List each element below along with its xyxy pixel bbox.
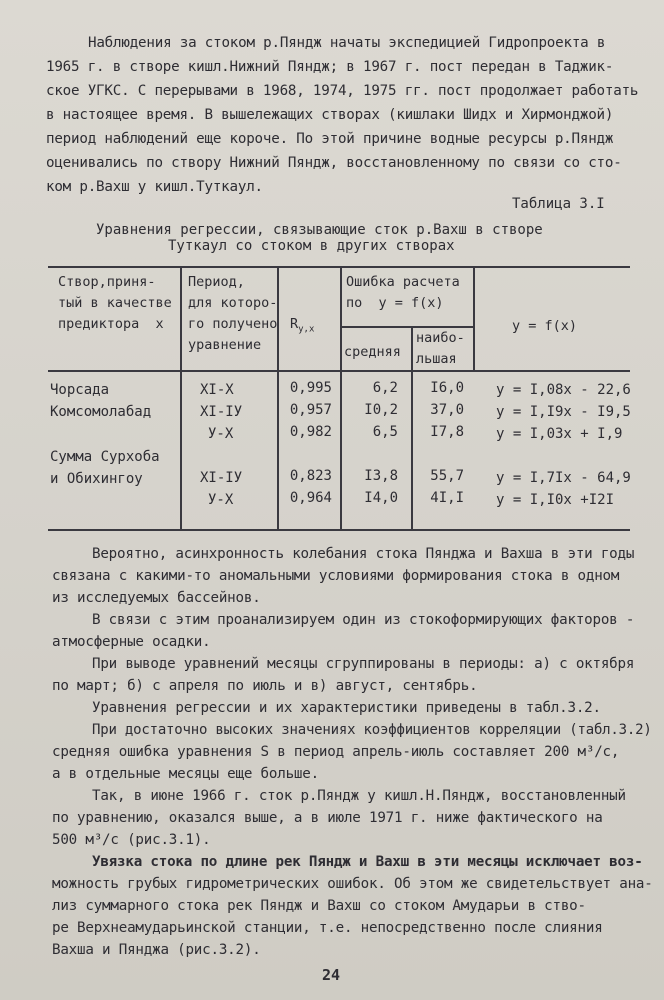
row-error-max: I7,8 xyxy=(430,424,464,440)
row-period: У-X xyxy=(208,492,234,508)
body-line-6: При выводе уравнений месяцы сгруппированы в периоды: а) с октября xyxy=(92,656,635,672)
row-period: XI-IУ xyxy=(200,470,243,486)
row-station: Чорсада xyxy=(50,382,110,398)
row-error-avg: I4,0 xyxy=(364,490,398,506)
row-error-avg: I0,2 xyxy=(364,402,398,418)
header-r-subscript: y,x xyxy=(298,324,315,335)
body-line-3: из исследуемых бассейнов. xyxy=(52,590,261,606)
row-r: 0,964 xyxy=(289,490,332,506)
row-equation: y = I,08x - 22,6 xyxy=(496,382,631,398)
intro-line-2: 1965 г. в створе кишл.Нижний Пяндж; в 1967 г. пост передан в Таджик- xyxy=(46,59,614,75)
body-line-15: Увязка стока по длине рек Пяндж и Вахш в эти месяцы исключает воз- xyxy=(92,854,643,870)
header-error-avg: средняя xyxy=(344,344,401,360)
body-line-10: средняя ошибка уравнения S в период апрель-июль составляет 200 м³/с, xyxy=(52,744,620,760)
row-error-avg: 6,5 xyxy=(372,424,398,440)
row-equation: y = I,I0x +I2I xyxy=(496,492,615,508)
body-line-13: по уравнению, оказался выше, а в июле 1971 г. ниже фактического на xyxy=(52,810,603,826)
body-line-19: Вахша и Пянджа (рис.3.2). xyxy=(52,942,261,958)
body-line-9: При достаточно высоких значениях коэффициентов корреляции (табл.3.2) xyxy=(92,722,652,738)
table-caption-line-2: Туткаул со стоком в других створах xyxy=(168,238,455,254)
row-error-max: 55,7 xyxy=(430,468,464,484)
body-line-12: Так, в июне 1966 г. сток р.Пяндж у кишл.Н.Пяндж, восстановленный xyxy=(92,788,626,804)
header-equation: y = f(x) xyxy=(512,318,578,334)
table-col-divider-5 xyxy=(473,268,475,370)
row-r: 0,957 xyxy=(289,402,332,418)
body-line-17: лиз суммарного стока рек Пяндж и Вахш со стоком Амударьи в ство- xyxy=(52,898,586,914)
header-period: Период, для которо- го получено уравнение xyxy=(188,274,278,353)
row-period: У-X xyxy=(208,426,234,442)
table-top-rule xyxy=(48,266,630,268)
row-period: XI-IУ xyxy=(200,404,243,420)
row-equation: y = I,7Ix - 64,9 xyxy=(496,470,631,486)
header-error-max: наибо- льшая xyxy=(416,330,465,367)
body-line-1: Вероятно, асинхронность колебания стока Пянджа и Вахша в эти годы xyxy=(92,546,635,562)
table-col-divider-1 xyxy=(180,268,182,530)
intro-line-7: ком р.Вахш у кишл.Туткаул. xyxy=(46,179,263,195)
table-col-divider-4 xyxy=(411,326,413,530)
intro-line-4: в настоящее время. В вышележащих створах (кишлаки Шидх и Хирмонджой) xyxy=(46,107,614,123)
body-line-16: можность грубых гидрометрических ошибок. Об этом же свидетельствует ана- xyxy=(52,876,653,892)
body-line-7: по март; б) с апреля по июль и в) август, сентябрь. xyxy=(52,678,478,694)
intro-line-5: период наблюдений еще короче. По этой причине водные ресурсы р.Пяндж xyxy=(46,131,614,147)
table-header-rule xyxy=(48,370,630,372)
body-line-5: атмосферные осадки. xyxy=(52,634,211,650)
table-bottom-rule xyxy=(48,529,630,531)
table-label: Таблица 3.I xyxy=(512,196,605,212)
body-line-8: Уравнения регрессии и их характеристики приведены в табл.3.2. xyxy=(92,700,601,716)
row-error-avg: 6,2 xyxy=(372,380,398,396)
body-line-2: связана с какими-то аномальными условиями формирования стока в одном xyxy=(52,568,620,584)
intro-line-6: оценивались по створу Нижний Пяндж, восстановленному по связи со сто- xyxy=(46,155,622,171)
row-error-avg: I3,8 xyxy=(364,468,398,484)
body-line-14: 500 м³/с (рис.3.1). xyxy=(52,832,211,848)
body-line-4: В связи с этим проанализируем один из стокоформирующих факторов - xyxy=(92,612,635,628)
intro-line-1: Наблюдения за стоком р.Пяндж начаты экспедицией Гидропроекта в xyxy=(88,35,606,51)
row-equation: y = I,03x + I,9 xyxy=(496,426,623,442)
header-r-label: R xyxy=(290,316,299,332)
row-r: 0,823 xyxy=(289,468,332,484)
row-error-max: 37,0 xyxy=(430,402,464,418)
page-number: 24 xyxy=(322,966,341,984)
row-r: 0,995 xyxy=(289,380,332,396)
row-period: XI-X xyxy=(200,382,234,398)
row-r: 0,982 xyxy=(289,424,332,440)
row-station: Сумма Сурхоба и Обихингоу xyxy=(50,449,160,487)
row-station: Комсомолабад xyxy=(50,404,152,420)
row-error-max: I6,0 xyxy=(430,380,464,396)
intro-line-3: ское УГКС. С перерывами в 1968, 1974, 1975 гг. пост продолжает работать xyxy=(46,83,639,99)
row-equation: y = I,I9x - I9,5 xyxy=(496,404,631,420)
body-line-18: ре Верхнеамударьинской станции, т.е. непосредственно после слияния xyxy=(52,920,603,936)
table-caption-line-1: Уравнения регрессии, связывающие сток р.Вахш в створе xyxy=(96,222,543,238)
header-predictor: Створ,приня- тый в качестве предиктора x xyxy=(58,274,172,332)
body-line-11: а в отдельные месяцы еще больше. xyxy=(52,766,319,782)
row-error-max: 4I,I xyxy=(430,490,464,506)
header-r xyxy=(290,314,314,341)
header-error-group: Ошибка расчета по y = f(x) xyxy=(346,274,460,311)
